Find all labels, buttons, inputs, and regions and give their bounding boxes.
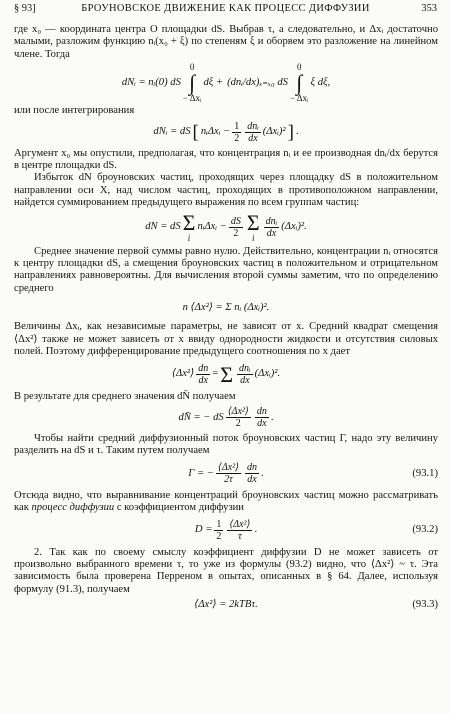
paragraph: Среднее значение первой суммы равно нулю. Действительно, концентрации nᵢ относятся к центру площадки dS, а смещения броуновских частиц в положительном и отрицательном направлениях равновероятны. Для вычисления второй суммы заметим, что по определению среднего: [14, 245, 438, 294]
paragraph: Чтобы найти средний диффузионный поток броуновских частиц Γ, надо эту величину разделить на dS и τ. Таким путем получаем: [14, 432, 438, 457]
equation-integrated: dNᵢ = dS [ nᵢΔxᵢ − $\frac{1}{2}$ $\frac{\text{dnᵢ}}{dx}$ (Δxᵢ)² ] .: [153, 121, 299, 145]
eq-text: .: [270, 411, 274, 423]
denominator: 2: [235, 418, 241, 430]
paragraph: В результате для среднего значения dN̄ получаем: [14, 390, 236, 402]
eq-text: (dnᵢ/dx)ₓ₌ₓ₀ dS: [227, 77, 288, 89]
numerator: dS: [230, 216, 241, 228]
numerator: ⟨Δx²⟩: [217, 462, 240, 474]
integral-sign: 0 ∫ − Δxᵢ: [182, 62, 202, 104]
fraction: [196, 363, 210, 386]
paragraph: Величины Δxᵢ, как независимые параметры, не зависят от x. Средний квадрат смещения ⟨Δx²⟩ также не может зависеть от x ввиду однородности жидкости и отсутствия силовых полей. Поэтому дифференцирование предыдущего соотношения по x дает: [14, 321, 438, 358]
eq-text: dNᵢ = dS: [153, 126, 191, 138]
numerator: dnᵢ: [247, 121, 259, 133]
eq-text: Γ = −: [188, 467, 214, 479]
denominator: 2: [233, 228, 239, 240]
equation-differentiated: [14, 359, 438, 391]
numerator: dnᵢ: [239, 363, 251, 374]
paragraph: где x₀ — координата центра O площадки dS. Выбрав τ, а следовательно, и Δxᵢ достаточно малыми, разложим функцию nᵢ(x₀ + ξ) по степеням ξ и оборвем это разложение на линейном члене. Тогда: [14, 24, 438, 60]
integral-sign: 0 ∫ − Δxᵢ: [289, 62, 309, 104]
sum-sign: Σ i: [182, 210, 196, 244]
sum-index: i: [187, 233, 191, 244]
numerator: ⟨Δx²⟩: [227, 406, 249, 418]
page-number: 353: [421, 3, 437, 14]
int-upper: 0: [189, 62, 195, 73]
fraction: [232, 121, 241, 144]
eq-text: n ⟨Δx²⟩ = Σ nᵢ (Δxᵢ)².: [182, 302, 270, 314]
numerator: 1: [216, 519, 222, 531]
numerator: 1: [234, 121, 240, 133]
fraction: [214, 519, 223, 542]
denominator: 2: [234, 133, 240, 145]
sum-sign: Σ i: [246, 210, 260, 244]
equation-number: (93.1): [412, 467, 438, 479]
equation-number: (93.3): [412, 598, 438, 610]
int-lower: − Δxᵢ: [289, 93, 309, 104]
fraction: [227, 519, 252, 542]
fraction: [229, 216, 243, 239]
eq-text: .: [254, 524, 258, 536]
fraction: [264, 216, 280, 239]
int-lower: − Δxᵢ: [182, 93, 202, 104]
text-run: Отсюда видно, что выравнивание концентраций броуновских частиц можно рассматривать как: [14, 489, 438, 514]
denominator: dx: [248, 133, 258, 145]
section-marker: § 93]: [14, 3, 36, 14]
eq-text: ξ dξ,: [310, 77, 331, 89]
eq-text: (Δxᵢ)².: [254, 368, 281, 380]
denominator: dx: [247, 474, 257, 486]
eq-text: dN = dS: [145, 221, 181, 233]
eq-text: .: [261, 467, 264, 479]
running-title: БРОУНОВСКОЕ ДВИЖЕНИЕ КАК ПРОЦЕСС ДИФФУЗИИ: [81, 3, 370, 14]
denominator: dx: [257, 418, 267, 430]
equation-sum: [14, 210, 438, 246]
equation-mean-definition: [14, 295, 438, 321]
paragraph: 2. Так как по своему смыслу коэффициент диффузии D не может зависеть от произвольно выбранного времени τ, то уже из формулы (93.2) видно, что ⟨Δx²⟩ ~ τ. Эта зависимость была проверена Перреном в опытах, описанных в § 64. Далее, используя формулу (91.3), получаем: [14, 546, 438, 595]
numerator: dn: [256, 406, 267, 418]
fraction: [226, 406, 251, 429]
denominator: τ: [238, 531, 242, 543]
text-run: с коэффициентом диффузии: [114, 502, 244, 514]
eq-text: dξ +: [203, 77, 224, 89]
denominator: 2τ: [224, 474, 233, 486]
sum-sign: Σ: [220, 361, 234, 387]
equation-93-1: [14, 458, 438, 490]
eq-text: nᵢΔxᵢ −: [200, 126, 231, 138]
denominator: 2: [216, 531, 222, 543]
eq-text: D =: [194, 524, 213, 536]
eq-text: (Δxᵢ)²: [262, 126, 286, 138]
equation-mean-dN: [14, 403, 438, 433]
fraction: [216, 462, 241, 485]
fraction: [237, 363, 253, 386]
paragraph: Избыток dN броуновских частиц, проходящих через площадку dS в положительном направлении оси X, над числом частиц, проходящих в противоположном направлении, найдется суммированием предыдущего выражения по всем группам частиц:: [14, 172, 438, 209]
paragraph: [14, 490, 438, 515]
page-body: [14, 24, 438, 614]
numerator: dnᵢ: [265, 216, 278, 228]
numerator: dn: [247, 462, 258, 474]
eq-text: dNᵢ = nᵢ(0) dS: [121, 77, 181, 89]
emphasized-term: процесс диффузии: [31, 502, 115, 514]
eq-text: =: [212, 368, 219, 380]
eq-text: dN̄ = − dS: [178, 411, 224, 423]
numerator: dn: [198, 363, 209, 374]
denominator: dx: [240, 375, 250, 386]
denominator: dx: [266, 228, 277, 240]
fraction: [255, 406, 269, 429]
fraction: [245, 462, 259, 485]
sum-index: i: [251, 233, 255, 244]
fraction: [245, 121, 261, 144]
running-header: [0, 3, 451, 17]
eq-text: nᵢΔxᵢ −: [197, 221, 227, 233]
denominator: dx: [198, 375, 208, 386]
numerator: ⟨Δx²⟩: [229, 519, 251, 531]
paragraph: или после интегрирования: [14, 105, 135, 117]
equation-number: (93.2): [412, 524, 438, 536]
eq-text: ⟨Δx²⟩: [171, 368, 195, 380]
eq-text: ⟨Δx²⟩ = 2kTBτ.: [194, 598, 258, 610]
equation-93-2: [14, 515, 438, 547]
int-upper: 0: [296, 62, 302, 73]
equation-expansion: [14, 61, 438, 105]
equation-93-3: [14, 596, 438, 614]
paragraph: Аргумент x₀ мы опустили, предполагая, что концентрация nᵢ и ее производная dnᵢ/dx берутся в центре площадки dS.: [14, 147, 438, 172]
eq-text: (Δxᵢ)².: [281, 221, 307, 233]
